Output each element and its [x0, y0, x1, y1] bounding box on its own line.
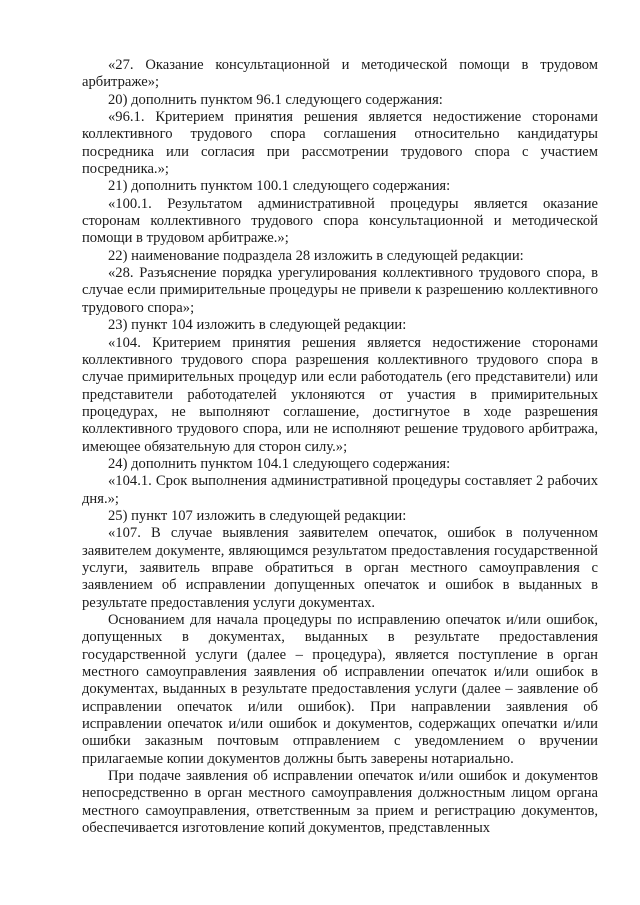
- paragraph-item-96-1: «96.1. Критерием принятия решения является недостижение сторонами коллективного трудового спора соглашения относительно кандидатуры посредника или согласия при рассмотрении трудового спора с участием посредника.»;: [82, 109, 598, 178]
- paragraph-correction-basis: Основанием для начала процедуры по исправлению опечаток и/или ошибок, допущенных в документах, выданных в результате предоставления государственной услуги (далее – процедура), является поступление в орган местного самоуправления заявления об исправлении опечаток и/или ошибок в документах, выданных в результате предоставления услуги (далее – заявление об исправлении опечаток и/или ошибок). При направлении заявления об исправлении опечаток и/или ошибок и документов, содержащих опечатки и/или ошибки заказным почтовым отправлением с уведомлением о вручении прилагаемые копии документов должны быть заверены нотариально.: [82, 612, 598, 767]
- amendment-23: 23) пункт 104 изложить в следующей редакции:: [108, 317, 407, 334]
- amendment-20: 20) дополнить пунктом 96.1 следующего содержания:: [108, 91, 443, 108]
- amendment-22: 22) наименование подраздела 28 изложить в следующей редакции:: [108, 247, 524, 264]
- amendment-25: 25) пункт 107 изложить в следующей редакции:: [108, 507, 407, 524]
- amendment-24: 24) дополнить пунктом 104.1 следующего содержания:: [108, 455, 451, 472]
- paragraph-item-28: «28. Разъяснение порядка урегулирования коллективного трудового спора, в случае если примирительные процедуры не привели к разрешению коллективного трудового спора»;: [82, 265, 598, 316]
- amendment-21: 21) дополнить пунктом 100.1 следующего содержания:: [108, 178, 451, 195]
- paragraph-item-27: «27. Оказание консультационной и методической помощи в трудовом арбитраже»;: [82, 57, 598, 91]
- paragraph-item-104-1: «104.1. Срок выполнения административной процедуры составляет 2 рабочих дня.»;: [82, 473, 598, 507]
- paragraph-direct-submission: При подаче заявления об исправлении опечаток и/или ошибок и документов непосредственно в орган местного самоуправления должностным лицом органа местного самоуправления, ответственным за прием и регистрацию документов, обеспечивается изготовление копий документов, представленных: [82, 768, 598, 837]
- paragraph-item-100-1: «100.1. Результатом административной процедуры является оказание сторонам коллективного трудового спора консультационной и методической помощи в трудовом арбитраже.»;: [82, 195, 598, 247]
- document-body: [82, 57, 598, 837]
- paragraph-item-107: «107. В случае выявления заявителем опечаток, ошибок в полученном заявителем документе, являющимся результатом предоставления государственной услуги, заявитель вправе обратиться в орган местного самоуправления с заявлением об исправлении допущенных опечаток и ошибок в выданных в результате предоставления услуги документах.: [82, 525, 598, 611]
- paragraph-item-104: «104. Критерием принятия решения является недостижение сторонами коллективного трудового спора разрешения коллективного трудового спора в случае примирительных процедур или если работодатель (его представители) или представители работодателей уклоняются от участия в примирительных процедурах, не выполняют соглашение, достигнутое в ходе разрешения коллективного трудового спора, или не исполняют решение трудового арбитража, имеющее обязательную для сторон силу.»;: [82, 334, 598, 455]
